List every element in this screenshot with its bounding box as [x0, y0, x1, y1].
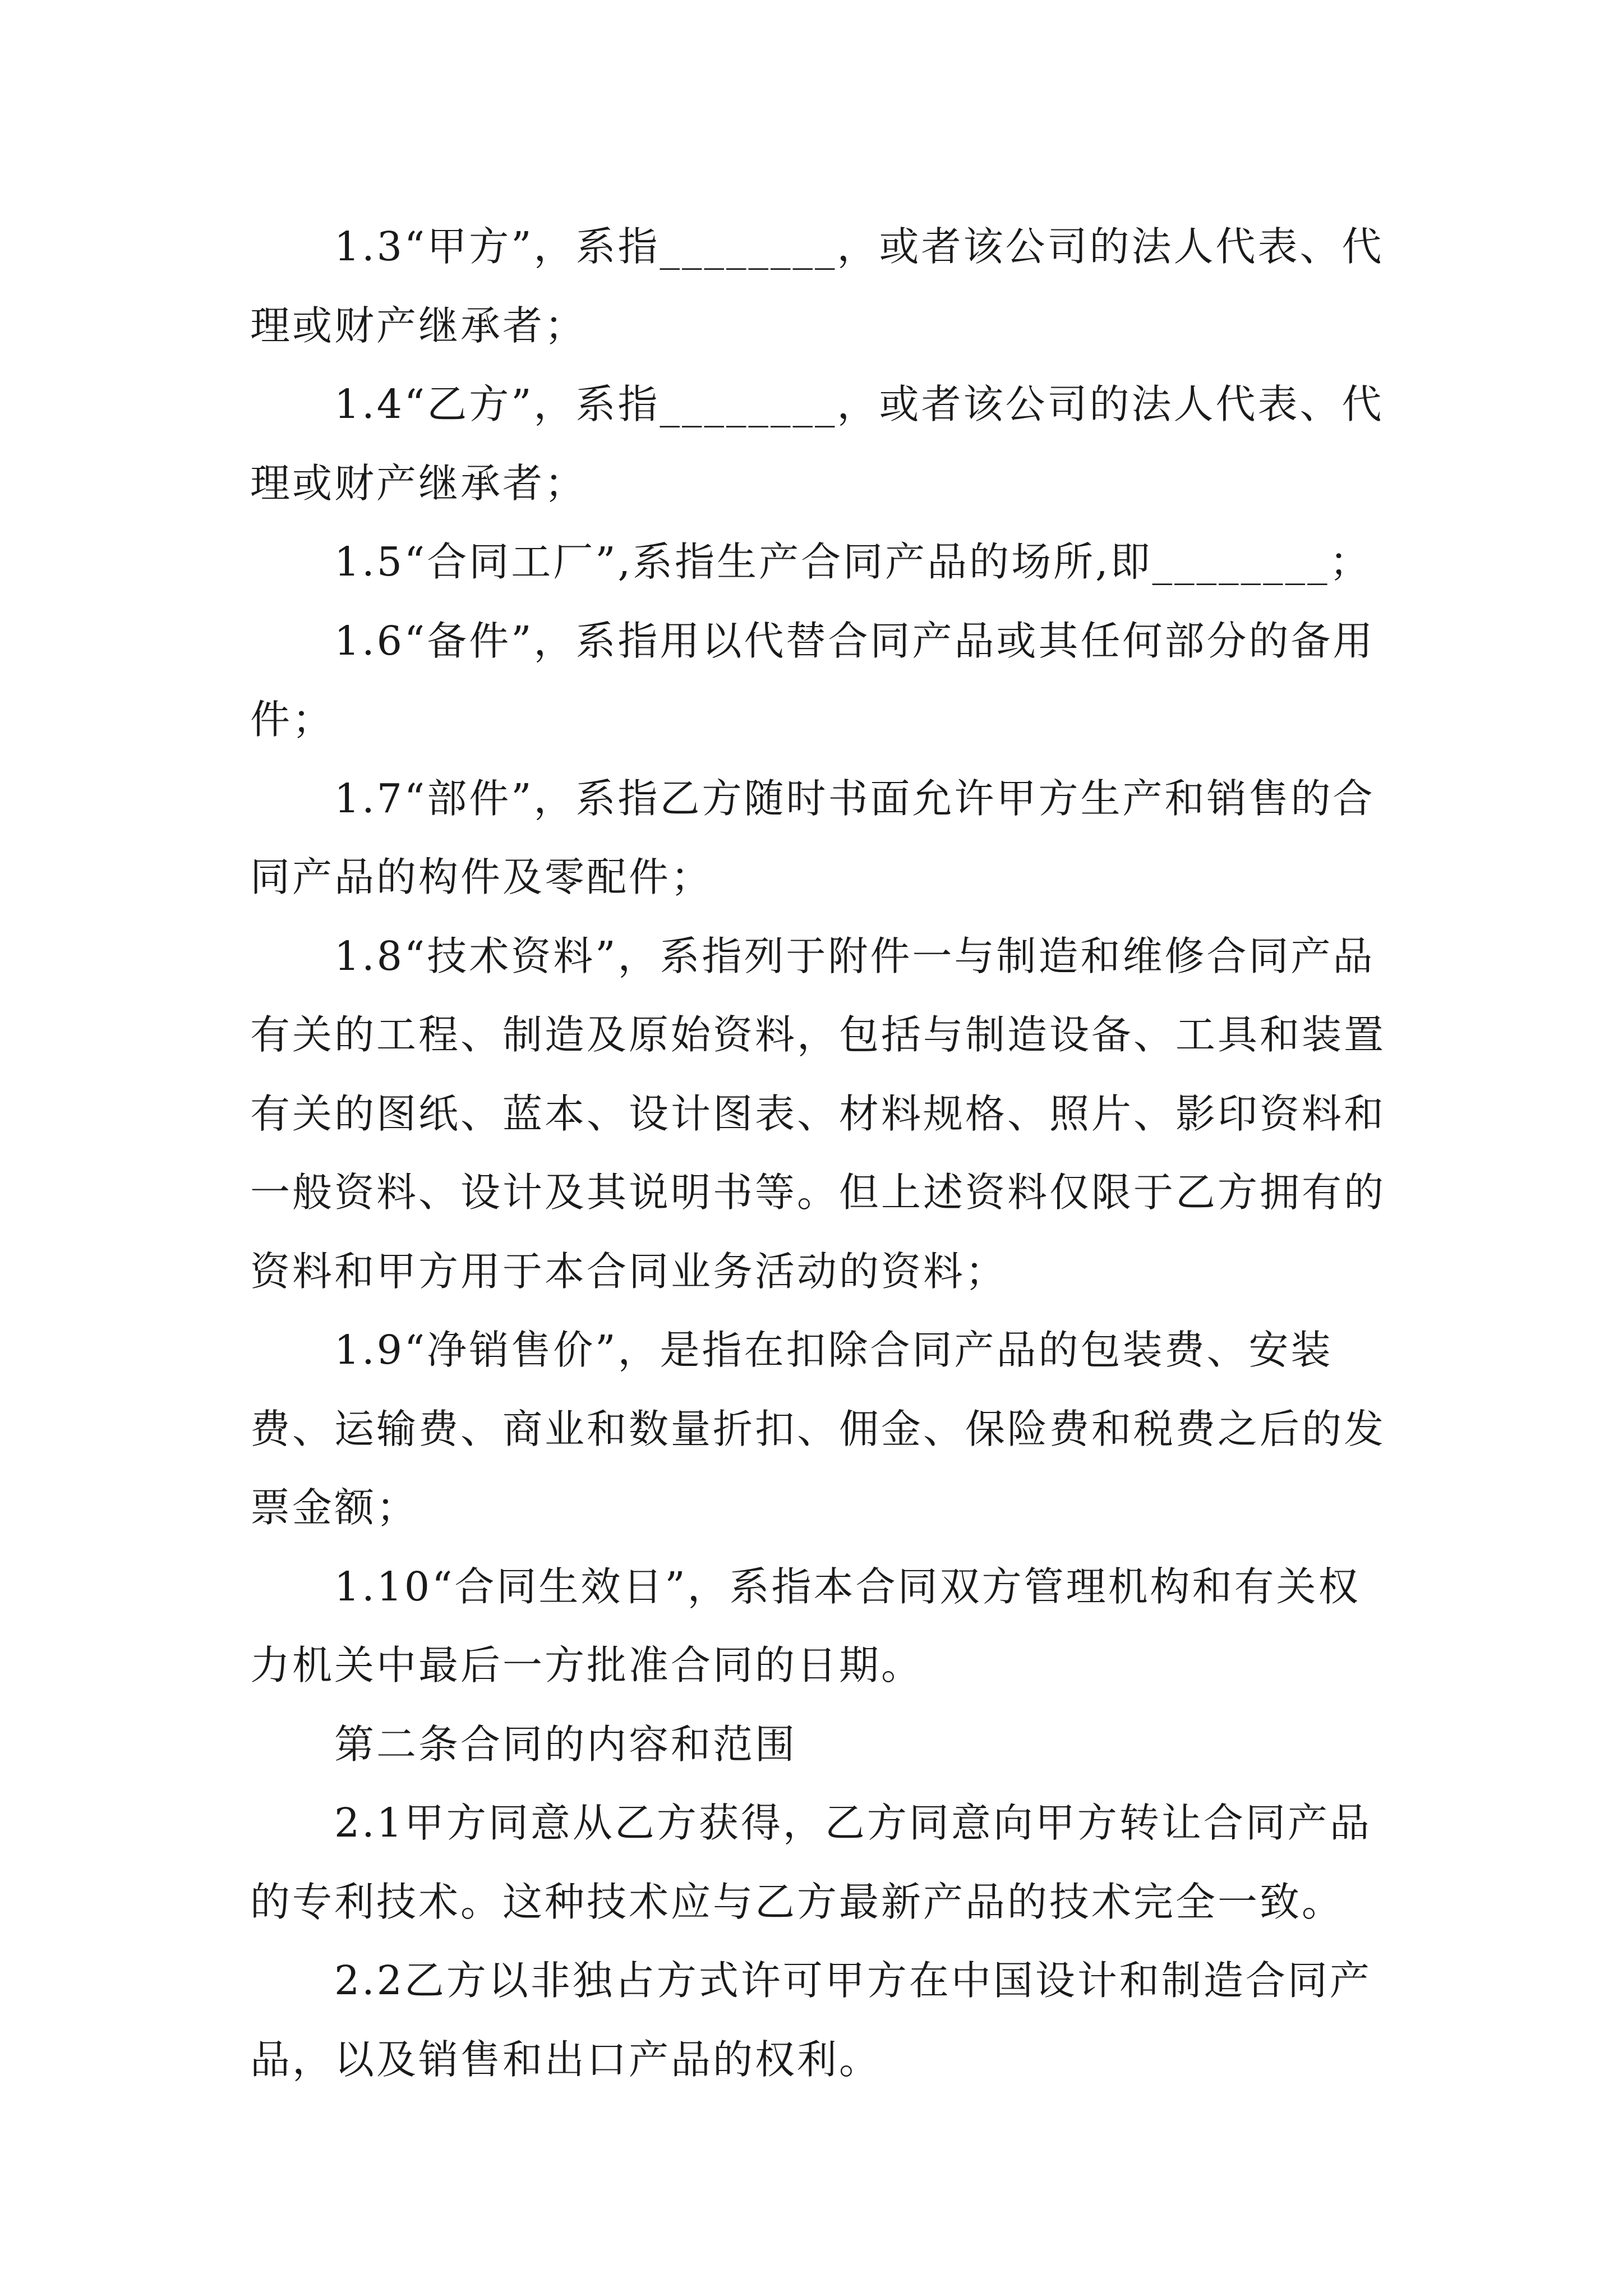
clause-2-1: 2.1甲方同意从乙方获得，乙方同意向甲方转让合同产品的专利技术。这种技术应与乙方最新产品的技术完全一致。 — [250, 1800, 1372, 1925]
document-body — [250, 208, 1389, 2099]
clause-1-7: 1.7“部件”，系指乙方随时书面允许甲方生产和销售的合同产品的构件及零配件； — [250, 775, 1375, 900]
clause-1-6: 1.6“备件”，系指用以代替合同产品或其任何部分的备用件； — [250, 617, 1375, 743]
clause-2-2: 2.2乙方以非独占方式许可甲方在中国设计和制造合同产品，以及销售和出口产品的权利。 — [250, 1957, 1372, 2083]
clause-1-3: 1.3“甲方”，系指________，或者该公司的法人代表、代理或财产继承者； — [250, 223, 1384, 349]
clause-1-4: 1.4“乙方”，系指________，或者该公司的法人代表、代理或财产继承者； — [250, 381, 1384, 507]
clause-1-8: 1.8“技术资料”，系指列于附件一与制造和维修合同产品有关的工程、制造及原始资料，包括与制造设备、工具和装置有关的图纸、蓝本、设计图表、材料规格、照片、影印资料和一般资料、设计及其说明书等。但上述资料仅限于乙方拥有的资料和甲方用于本合同业务活动的资料； — [250, 932, 1386, 1295]
clause-1-10: 1.10“合同生效日”，系指本合同双方管理机构和有关权力机关中最后一方批准合同的日期。 — [250, 1563, 1361, 1688]
clause-1-5: 1.5“合同工厂”,系指生产合同产品的场所,即________； — [334, 539, 1372, 585]
clause-1-9: 1.9“净销售价”，是指在扣除合同产品的包装费、安装费、运输费、商业和数量折扣、佣金、保险费和税费之后的发票金额； — [250, 1327, 1386, 1531]
section-heading-article-2: 第二条合同的内容和范围 — [334, 1720, 797, 1768]
